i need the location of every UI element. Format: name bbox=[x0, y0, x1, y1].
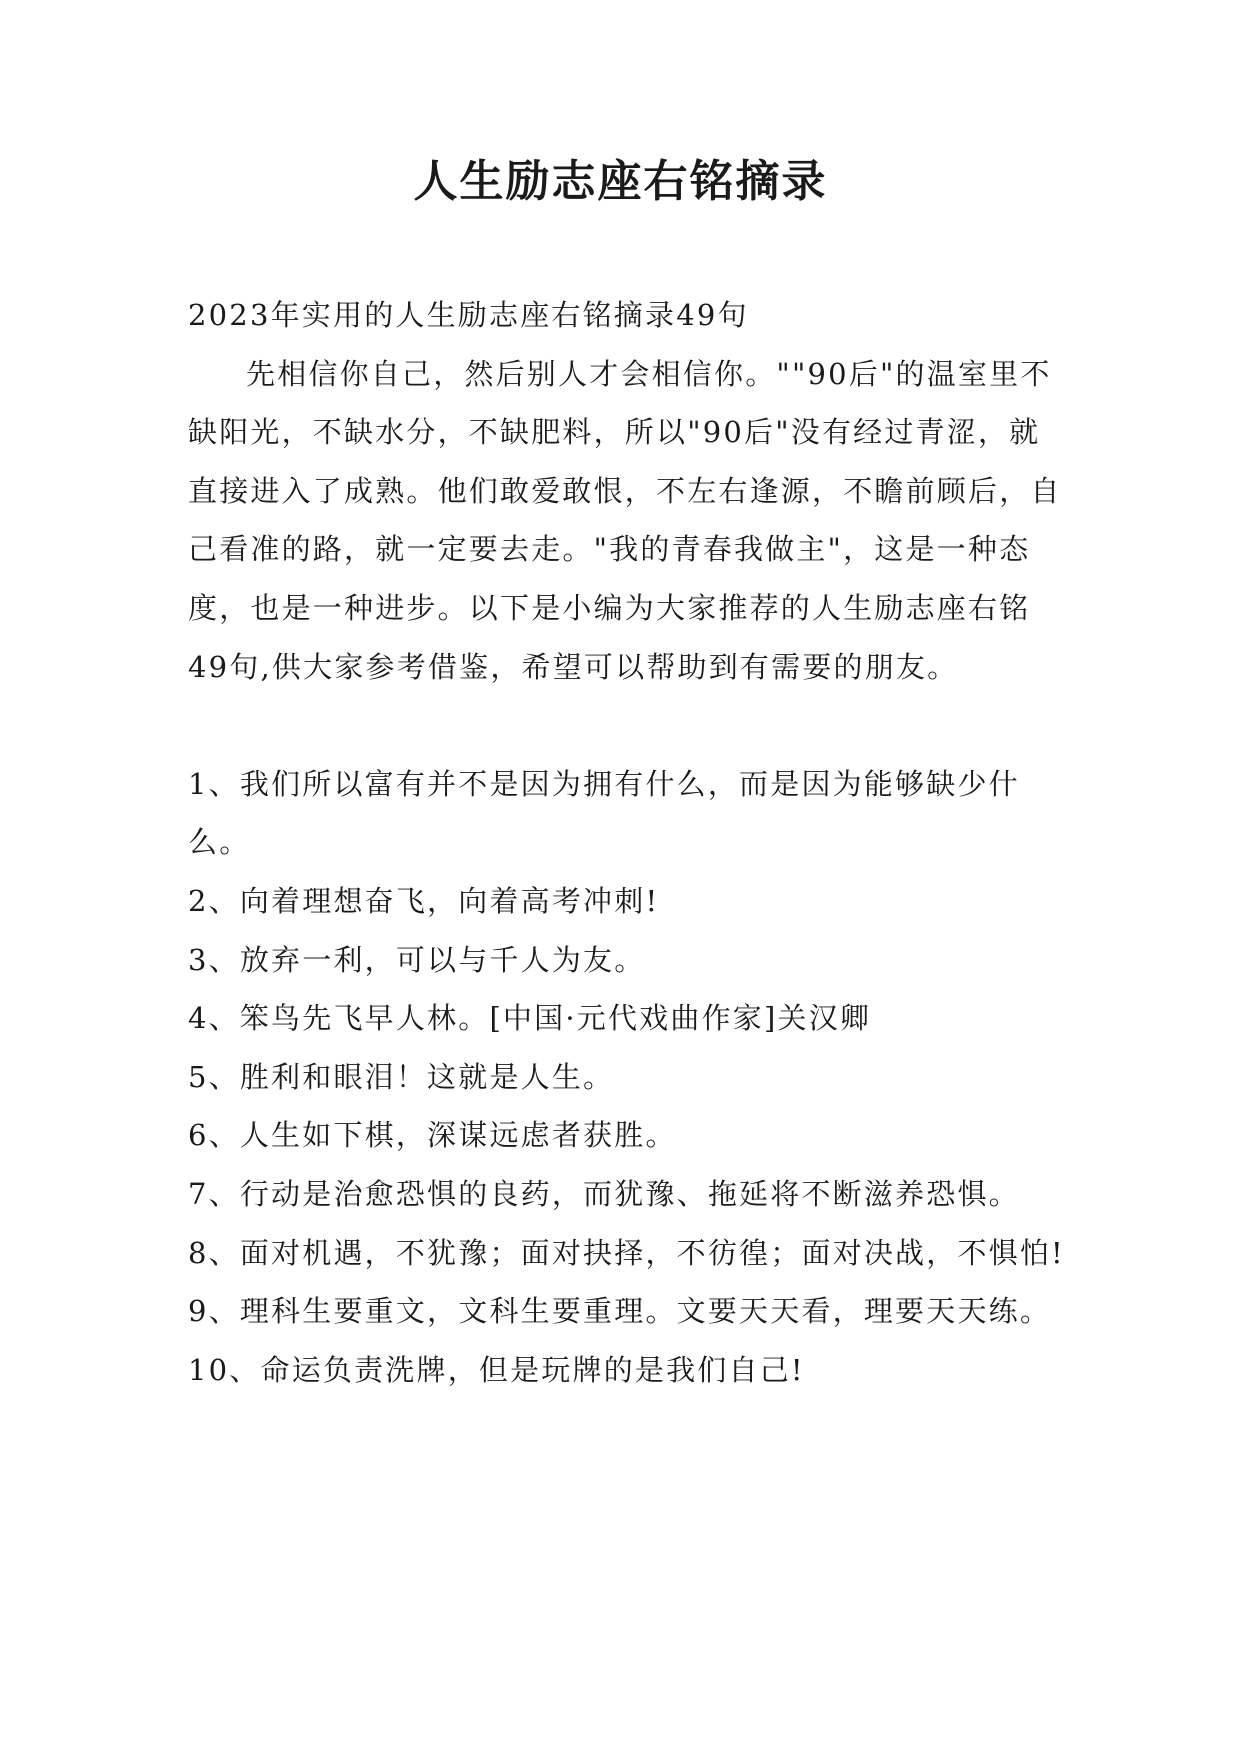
document-title: 人生励志座右铭摘录 bbox=[413, 156, 828, 207]
list-item: 8、面对机遇，不犹豫；面对抉择，不彷徨；面对决战，不惧怕! bbox=[188, 1235, 1065, 1270]
list-item: 7、行动是治愈恐惧的良药，而犹豫、拖延将不断滋养恐惧。 bbox=[188, 1176, 1020, 1211]
document-subtitle: 2023年实用的人生励志座右铭摘录49句 bbox=[188, 298, 749, 332]
document-body bbox=[188, 286, 1068, 1399]
paragraph-spacer bbox=[188, 696, 1068, 755]
list-item: 4、笨鸟先飞早人林。[中国·元代戏曲作家]关汉卿 bbox=[188, 1001, 872, 1036]
list-item: 1、我们所以富有并不是因为拥有什么，而是因为能够缺少什么。 bbox=[188, 766, 1020, 860]
list-item: 3、放弃一利，可以与千人为友。 bbox=[188, 942, 646, 977]
intro-paragraph: 先相信你自己，然后别人才会相信你。""90后"的温室里不缺阳光，不缺水分，不缺肥料，所以"90后"没有经过青涩，就直接进入了成熟。他们敢爱敢恨，不左右逢源，不瞻前顾后，自己看准的路，就一定要去走。"我的青春我做主"，这是一种态度，也是一种进步。以下是小编为大家推荐的人生励志座右铭49句,供大家参考借鉴，希望可以帮助到有需要的朋友。 bbox=[188, 356, 1062, 684]
list-item: 9、理科生要重文，文科生要重理。文要天天看，理要天天练。 bbox=[188, 1294, 1052, 1329]
list-item: 6、人生如下棋，深谋远虑者获胜。 bbox=[188, 1118, 677, 1153]
list-item: 10、命运负责洗牌，但是玩牌的是我们自己! bbox=[188, 1352, 805, 1387]
list-item: 2、向着理想奋飞，向着高考冲刺! bbox=[188, 883, 660, 918]
list-item: 5、胜利和眼泪！这就是人生。 bbox=[188, 1059, 615, 1094]
